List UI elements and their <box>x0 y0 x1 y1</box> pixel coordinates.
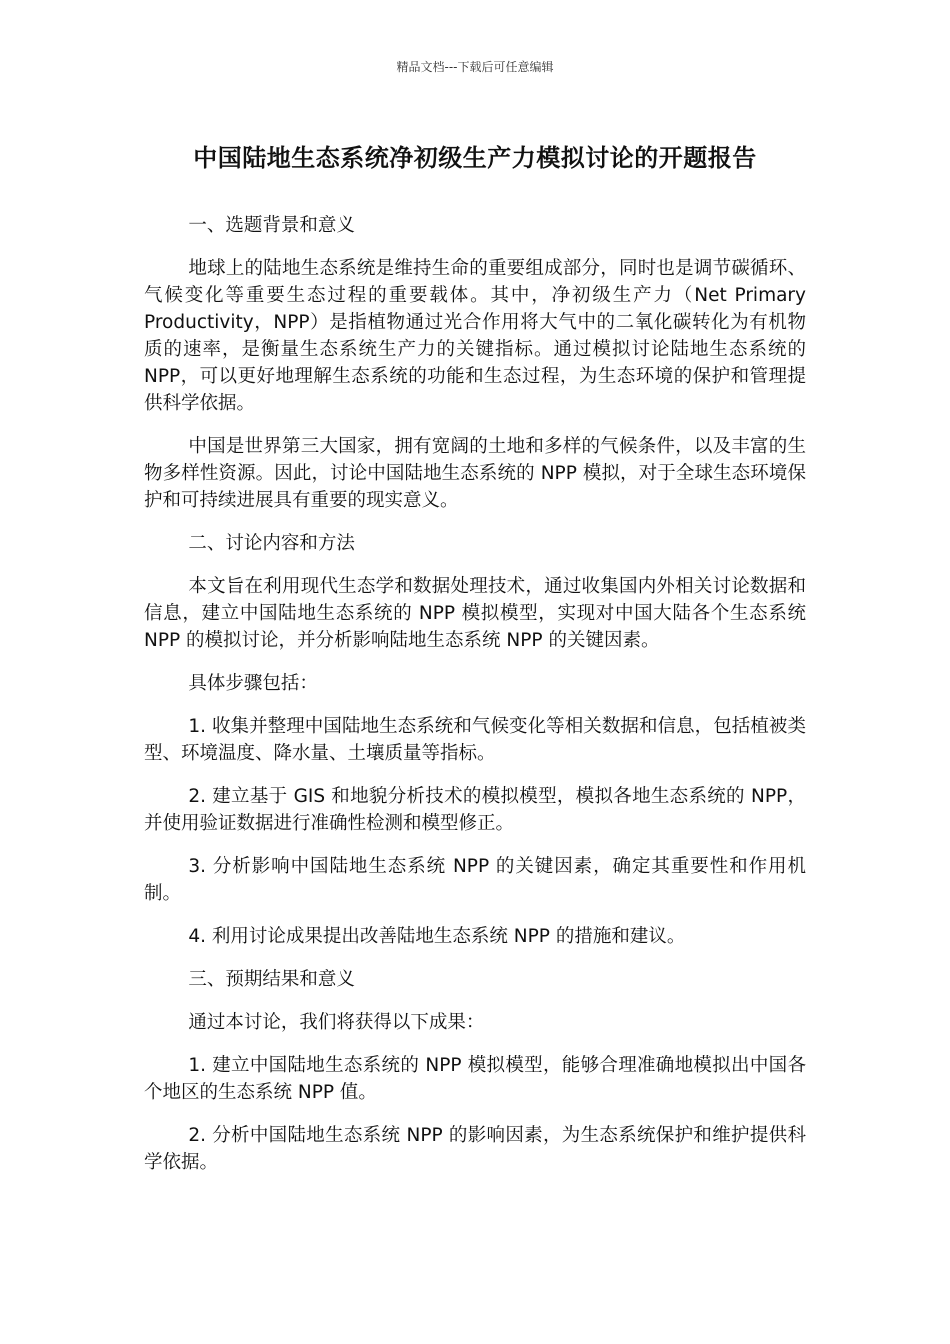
paragraph-research-aim: 本文旨在利用现代生态学和数据处理技术，通过收集国内外相关讨论数据和信息，建立中国陆地生态系统的 NPP 模拟模型，实现对中国大陆各个生态系统 NPP 的模拟讨论，并分析影响陆地生态系统 NPP 的关键因素。 <box>144 576 806 651</box>
list-item-step-3: 3. 分析影响中国陆地生态系统 NPP 的关键因素，确定其重要性和作用机制。 <box>144 856 806 904</box>
paragraph-ecosystem-npp: 地球上的陆地生态系统是维持生命的重要组成部分，同时也是调节碳循环、气候变化等重要生态过程的重要载体。其中，净初级生产力（Net Primary Productivity，NPP）是指植物通过光合作用将大气中的二氧化碳转化为有机物质的速率，是衡量生态系统生产力的关键指标。通过模拟讨论陆地生态系统的 NPP，可以更好地理解生态系统的功能和生态过程，为生态环境的保护和管理提供科学依据。 <box>144 258 806 414</box>
section-heading-background: 一、选题背景和意义 <box>188 215 355 236</box>
list-item-step-2: 2. 建立基于 GIS 和地貌分析技术的模拟模型，模拟各地生态系统的 NPP，并使用验证数据进行准确性检测和模型修正。 <box>144 786 806 834</box>
document-body <box>144 212 806 1192</box>
section-heading-results: 三、预期结果和意义 <box>188 969 355 990</box>
list-item-step-1: 1. 收集并整理中国陆地生态系统和气候变化等相关数据和信息，包括植被类型、环境温度、降水量、土壤质量等指标。 <box>144 716 806 764</box>
list-item-step-4: 4. 利用讨论成果提出改善陆地生态系统 NPP 的措施和建议。 <box>188 926 686 947</box>
header-note: 精品文档---下载后可任意编辑 <box>396 60 554 74</box>
list-item-result-2: 2. 分析中国陆地生态系统 NPP 的影响因素，为生态系统保护和维护提供科学依据。 <box>144 1125 806 1173</box>
list-item-result-1: 1. 建立中国陆地生态系统的 NPP 模拟模型，能够合理准确地模拟出中国各个地区的生态系统 NPP 值。 <box>144 1055 806 1103</box>
paragraph-results-intro: 通过本讨论，我们将获得以下成果： <box>188 1012 485 1033</box>
section-heading-methods: 二、讨论内容和方法 <box>188 533 355 554</box>
paragraph-steps-intro: 具体步骤包括： <box>188 673 318 694</box>
paragraph-china-significance: 中国是世界第三大国家，拥有宽阔的土地和多样的气候条件，以及丰富的生物多样性资源。因此，讨论中国陆地生态系统的 NPP 模拟，对于全球生态环境保护和可持续进展具有重要的现实意义。 <box>144 436 806 511</box>
document-title: 中国陆地生态系统净初级生产力模拟讨论的开题报告 <box>193 144 757 172</box>
